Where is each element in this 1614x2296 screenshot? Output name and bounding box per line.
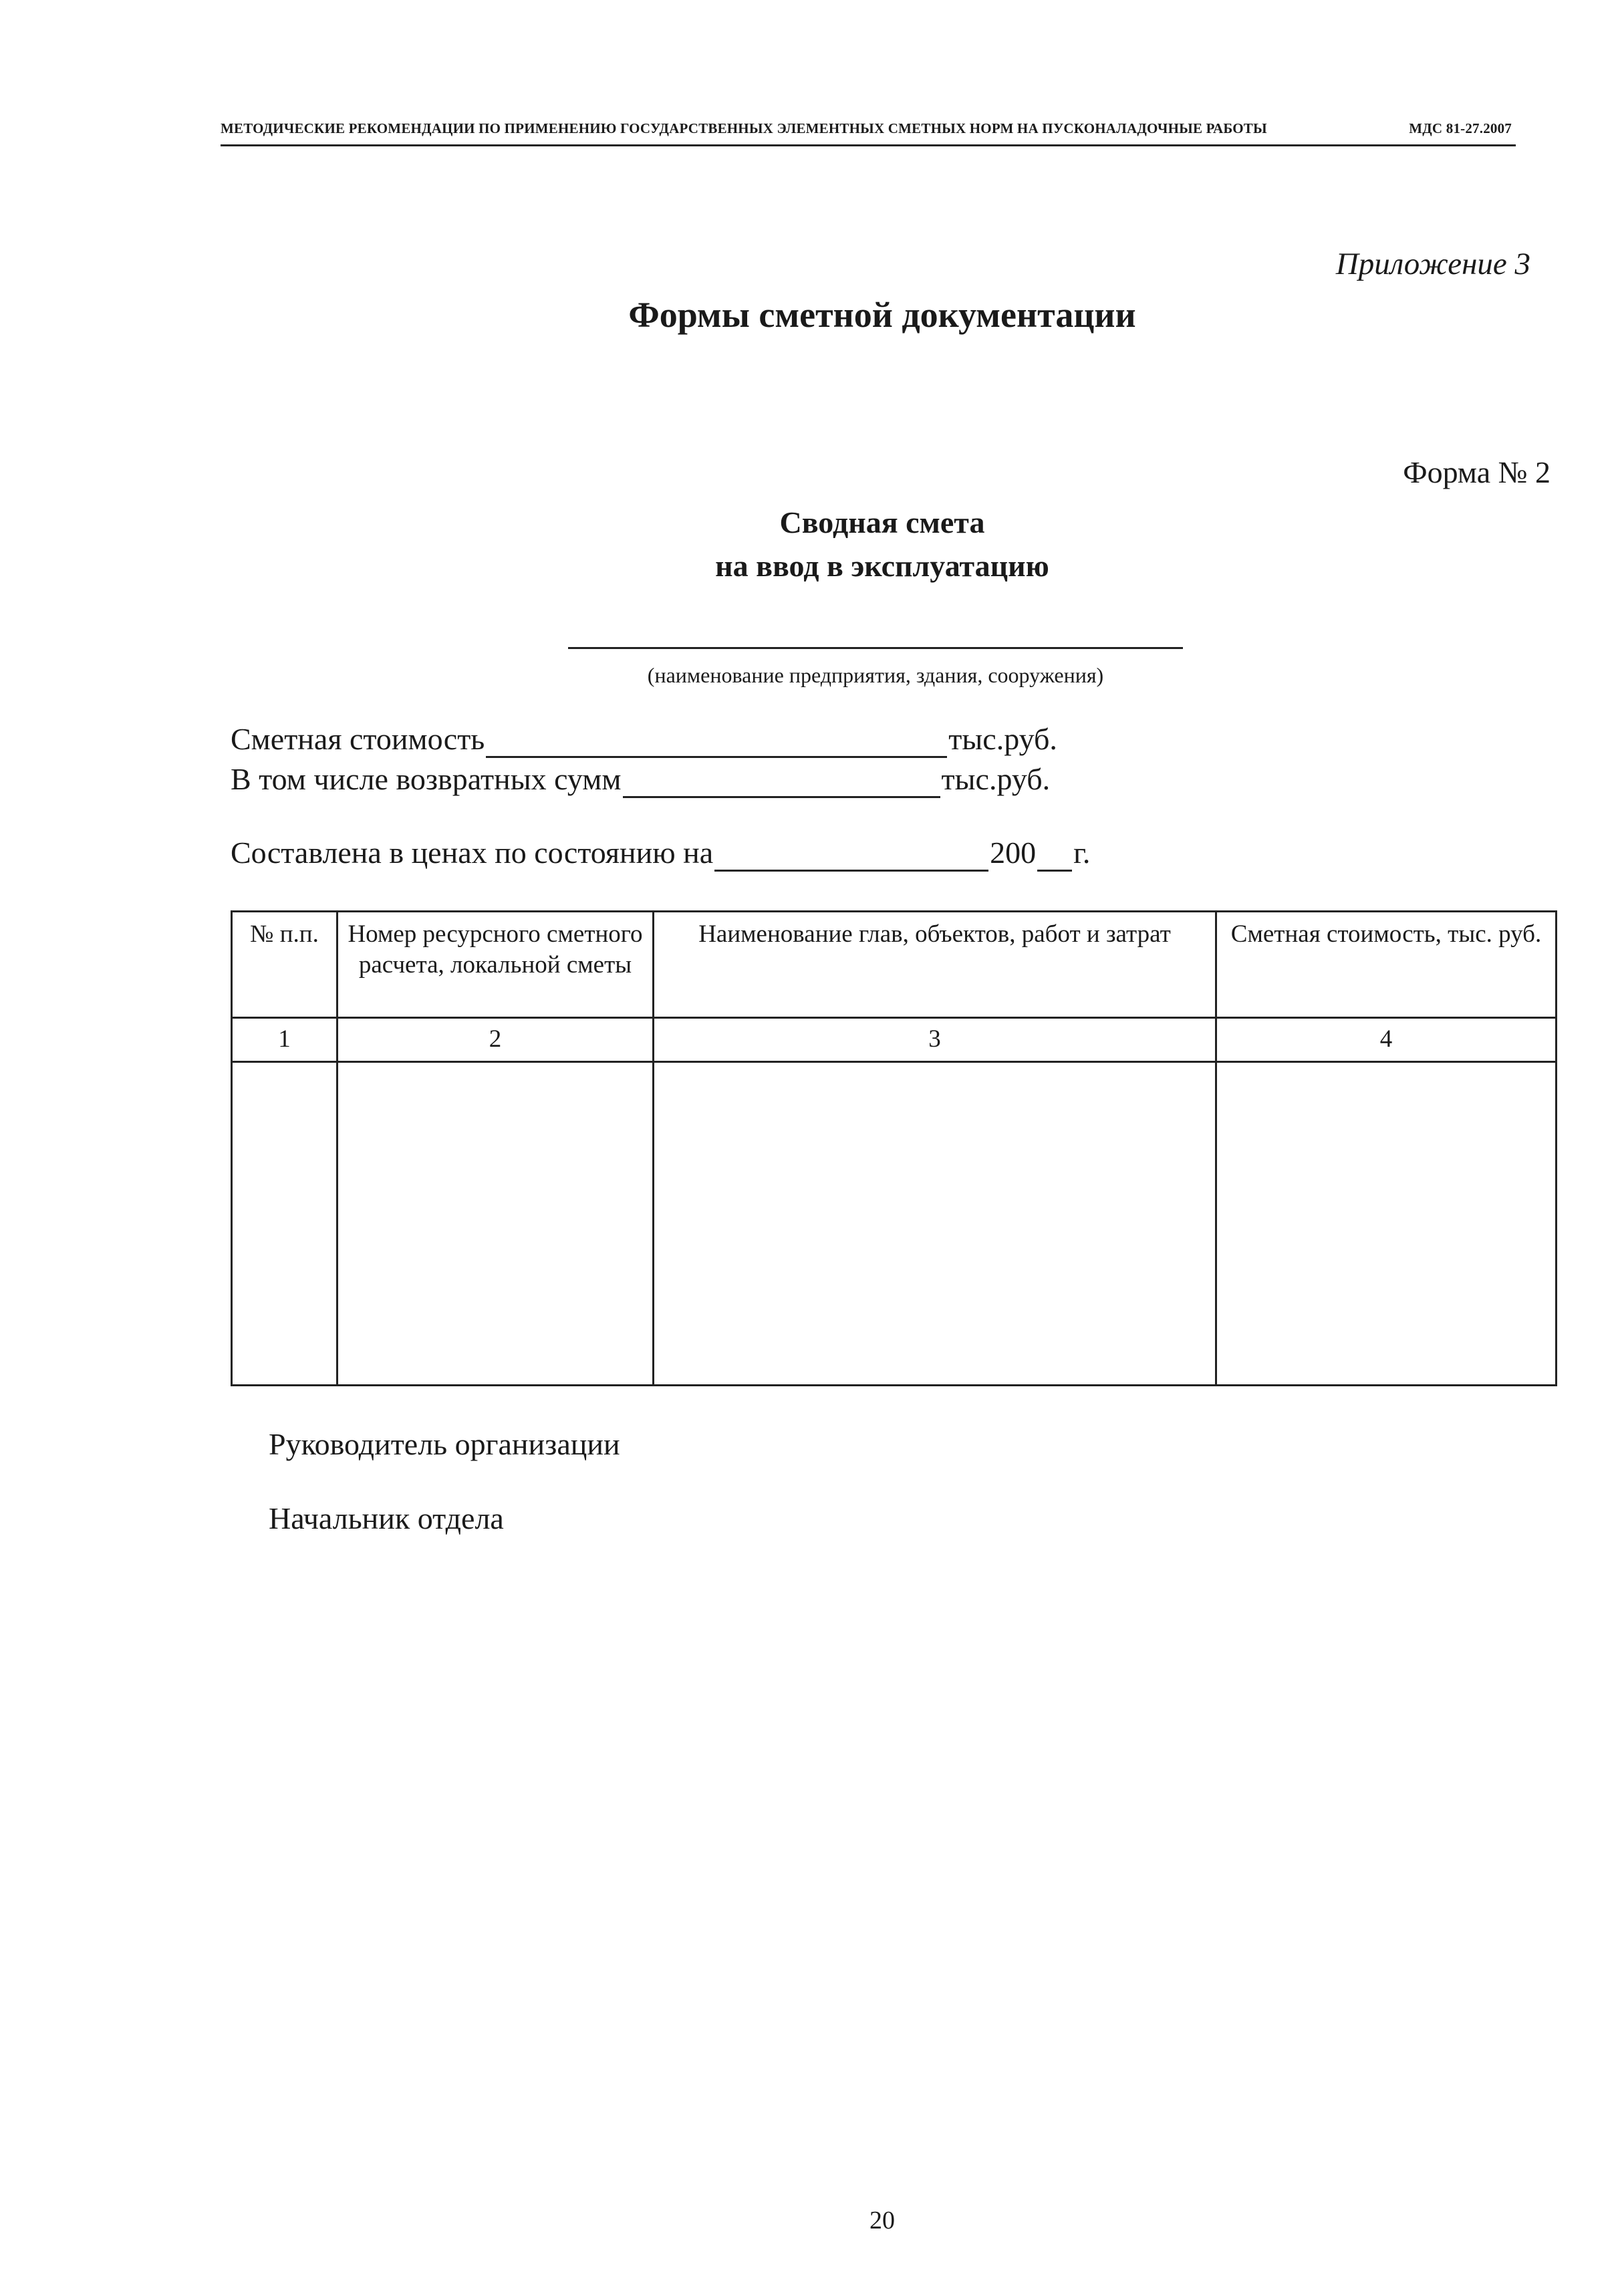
refundable-sums-field bbox=[231, 761, 1050, 798]
section-title: Формы сметной документации bbox=[628, 295, 1136, 335]
column-number-1: 1 bbox=[232, 1017, 338, 1062]
refundable-sums-label: В том числе возвратных сумм bbox=[231, 762, 622, 796]
document-title-line1: Сводная смета bbox=[779, 505, 985, 539]
header-item-name: Наименование глав, объектов, работ и затрат bbox=[654, 912, 1216, 1018]
table-cell bbox=[338, 1062, 654, 1386]
prices-year-prefix: 200 bbox=[990, 836, 1037, 870]
refundable-sums-blank bbox=[623, 767, 940, 798]
prices-year-blank bbox=[1037, 840, 1072, 872]
form-number: Форма № 2 bbox=[1403, 455, 1551, 489]
page-number: 20 bbox=[869, 2206, 895, 2235]
document-title-line2: на ввод в эксплуатацию bbox=[715, 549, 1049, 583]
prices-date-field bbox=[231, 834, 1090, 872]
appendix-label: Приложение 3 bbox=[1335, 247, 1530, 281]
table-header-row bbox=[232, 912, 1557, 1018]
estimate-table bbox=[231, 910, 1557, 1386]
header-estimate-number: Номер ресурсного сметного расчета, локальной сметы bbox=[338, 912, 654, 1018]
prices-year-suffix: г. bbox=[1073, 836, 1091, 870]
table-cell bbox=[232, 1062, 338, 1386]
table-column-numbers-row bbox=[232, 1017, 1557, 1062]
column-number-4: 4 bbox=[1216, 1017, 1557, 1062]
table-body-row bbox=[232, 1062, 1557, 1386]
header-row-number: № п.п. bbox=[232, 912, 338, 1018]
signature-head-of-department: Начальник отдела bbox=[269, 1501, 504, 1535]
table-cell bbox=[1216, 1062, 1557, 1386]
estimated-cost-unit: тыс.руб. bbox=[948, 722, 1057, 756]
estimated-cost-label: Сметная стоимость bbox=[231, 722, 485, 756]
running-header-text: МЕТОДИЧЕСКИЕ РЕКОМЕНДАЦИИ ПО ПРИМЕНЕНИЮ ГОСУДАРСТВЕННЫХ ЭЛЕМЕНТНЫХ СМЕТНЫХ НОРМ НА ПУСКОНАЛАДОЧНЫЕ РАБОТЫ bbox=[221, 120, 1267, 136]
estimated-cost-field bbox=[231, 721, 1057, 758]
prices-date-label: Составлена в ценах по состоянию на bbox=[231, 836, 714, 870]
column-number-2: 2 bbox=[338, 1017, 654, 1062]
name-caption: (наименование предприятия, здания, сооружения) bbox=[647, 663, 1104, 687]
document-code: МДС 81-27.2007 bbox=[1409, 120, 1512, 136]
estimated-cost-blank bbox=[486, 727, 947, 758]
signature-head-of-organization: Руководитель организации bbox=[269, 1427, 620, 1461]
name-fill-line bbox=[568, 647, 1183, 649]
table-cell bbox=[654, 1062, 1216, 1386]
refundable-sums-unit: тыс.руб. bbox=[941, 762, 1051, 796]
header-estimated-cost: Сметная стоимость, тыс. руб. bbox=[1216, 912, 1557, 1018]
running-header bbox=[221, 118, 1516, 146]
column-number-3: 3 bbox=[654, 1017, 1216, 1062]
prices-date-blank bbox=[714, 840, 988, 872]
